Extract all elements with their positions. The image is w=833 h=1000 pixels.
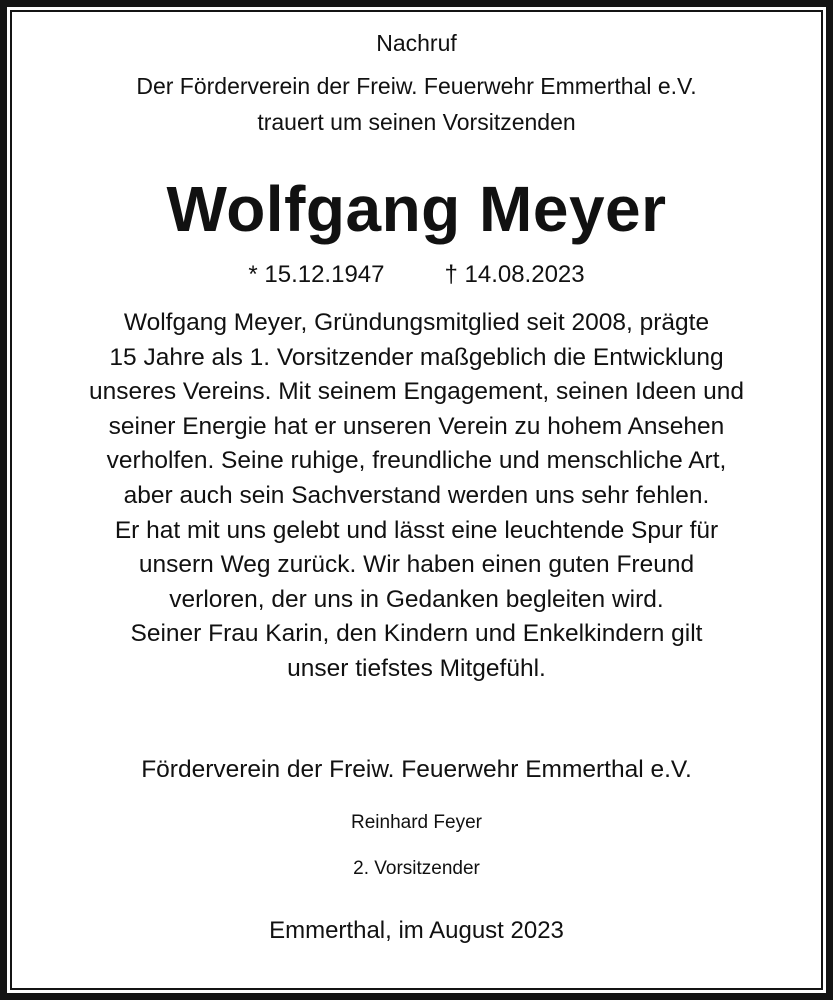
life-dates [0,261,833,289]
signer-role: 2. Vorsitzender [353,858,480,879]
organization-line: Der Förderverein der Freiw. Feuerwehr Emmerthal e.V. [136,73,697,99]
text-line: Wolfgang Meyer, Gründungsmitglied seit 2008, prägte [123,309,710,336]
birth-date: * 15.12.1947 [248,261,385,288]
signer-name: Reinhard Feyer [351,812,482,833]
text-line: seiner Energie hat er unseren Verein zu hohem Ansehen [108,412,725,440]
death-date: † 14.08.2023 [444,261,585,288]
signing-organization: Förderverein der Freiw. Feuerwehr Emmerthal e.V. [141,756,692,783]
text-line: unsern Weg zurück. Wir haben einen guten Freund [138,551,695,579]
text-line: 15 Jahre als 1. Vorsitzender maßgeblich die Entwicklung [109,343,724,371]
text-line: aber auch sein Sachverstand werden uns sehr fehlen. [123,481,710,509]
obituary-text [0,306,833,687]
text-line: Er hat mit uns gelebt und lässt eine leuchtende Spur für [114,516,719,544]
text-line: unser tiefstes Mitgefühl. [287,654,546,682]
text-line: verloren, der uns in Gedanken begleiten wird. [169,585,664,613]
place-date: Emmerthal, im August 2023 [269,917,564,944]
text-line: unseres Vereins. Mit seinem Engagement, seinen Ideen und [88,378,745,406]
text-line: verholfen. Seine ruhige, freundliche und menschliche Art, [106,447,727,475]
notice-title: Nachruf [376,30,457,56]
text-line: Seiner Frau Karin, den Kindern und Enkelkindern gilt [130,620,703,648]
deceased-name: Wolfgang Meyer [166,173,667,245]
mourns-line: trauert um seinen Vorsitzenden [257,109,576,135]
